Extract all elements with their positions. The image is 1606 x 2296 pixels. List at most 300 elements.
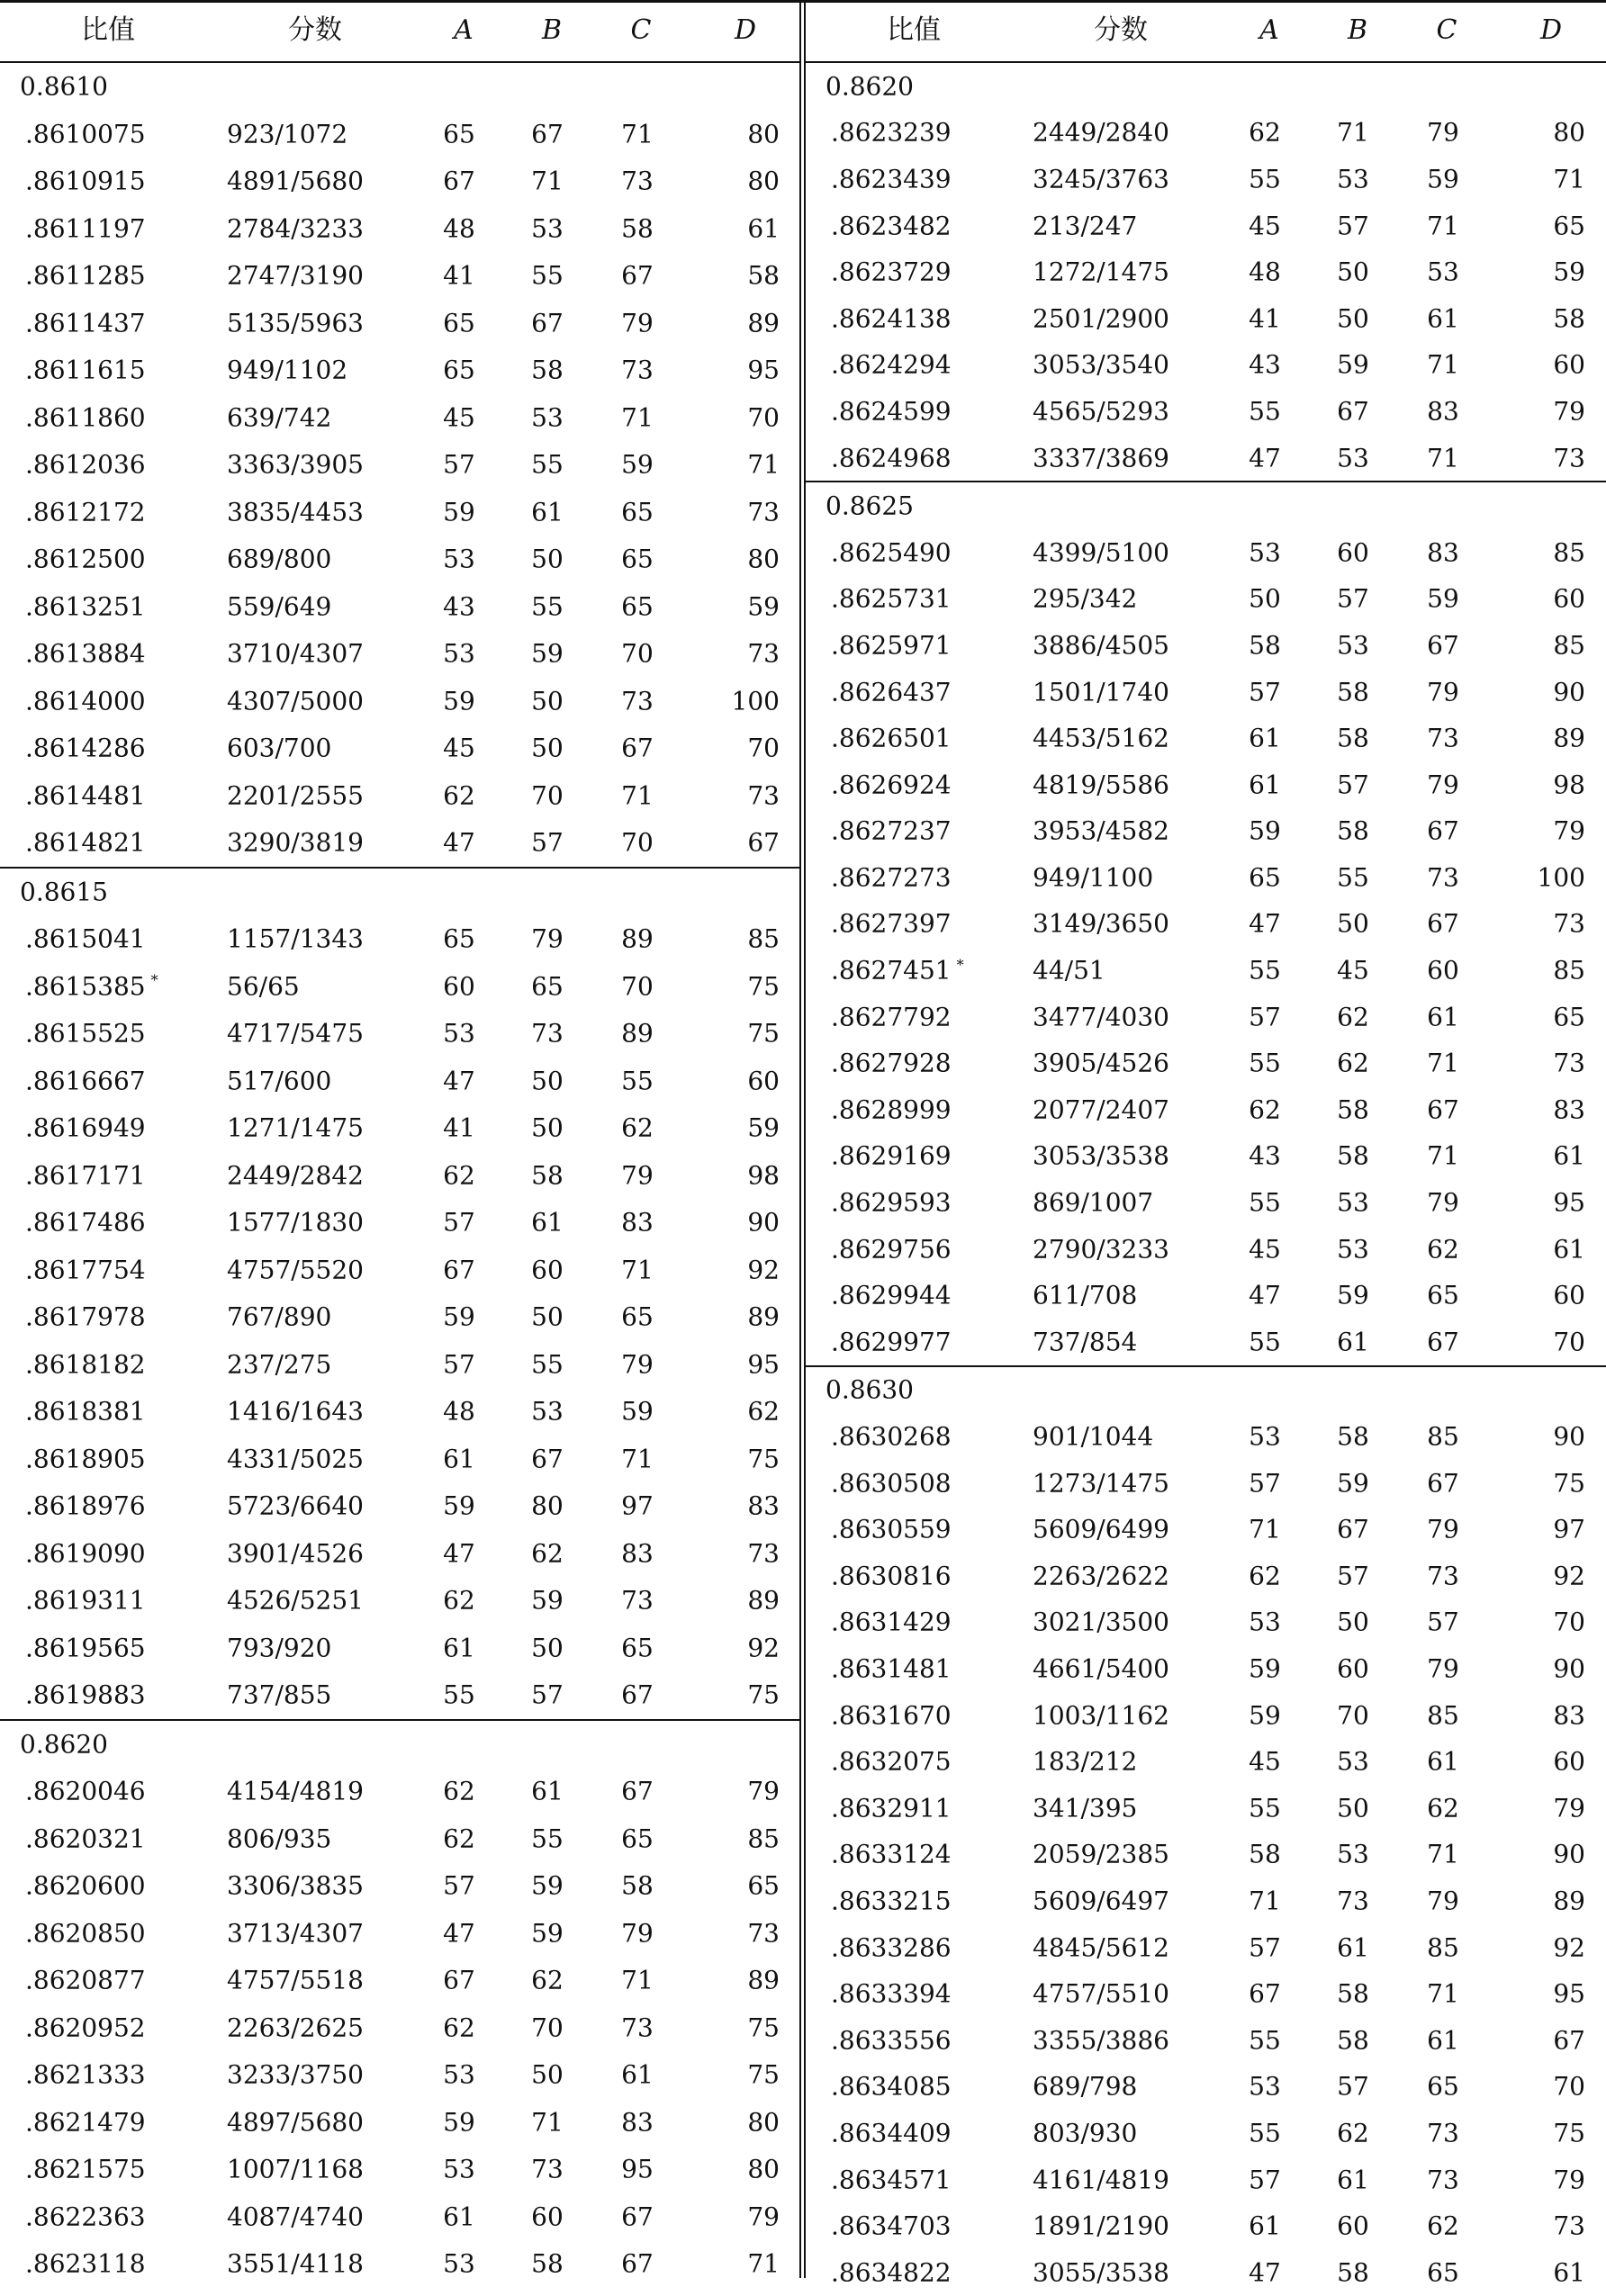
group-label: 0.8625 <box>826 491 914 521</box>
c-cell: 79 <box>621 1918 654 1949</box>
b-cell: 58 <box>1337 1140 1369 1171</box>
ratio-value: .8610075 <box>25 119 146 149</box>
a-cell: 57 <box>1249 677 1281 707</box>
c-cell: 70 <box>621 638 654 669</box>
b-cell: 53 <box>1337 164 1369 194</box>
fraction-cell: 3835/4453 <box>227 497 364 527</box>
ratio-cell <box>831 1979 952 2009</box>
table-row <box>806 529 1606 576</box>
ratio-value: .8620850 <box>25 1918 146 1949</box>
b-cell: 50 <box>1337 1793 1369 1823</box>
a-cell: 65 <box>443 355 475 385</box>
table-row <box>806 2202 1606 2249</box>
ratio-cell <box>25 2249 146 2279</box>
c-cell: 79 <box>1427 1653 1459 1684</box>
b-cell: 58 <box>1337 1978 1369 2009</box>
d-cell: 67 <box>747 827 780 858</box>
fraction-cell: 4661/5400 <box>1033 1653 1169 1684</box>
d-cell: 73 <box>1553 2210 1585 2241</box>
table-row <box>806 342 1606 389</box>
ratio-value: .8611197 <box>25 213 146 244</box>
b-cell: 50 <box>1337 257 1369 287</box>
table-row <box>806 1692 1606 1739</box>
ratio-cell <box>831 584 952 614</box>
d-cell: 83 <box>1553 1700 1585 1731</box>
ratio-value: .8623482 <box>831 211 952 241</box>
ratio-value: .8627397 <box>831 908 952 939</box>
c-cell: 67 <box>1427 630 1459 661</box>
ratio-value: .8633394 <box>831 1978 952 2009</box>
b-cell: 58 <box>1337 723 1369 753</box>
d-cell: 73 <box>747 638 780 669</box>
header-ratio: 比值 <box>81 14 135 46</box>
d-cell: 95 <box>747 1349 780 1380</box>
ratio-value: .8625731 <box>831 583 952 614</box>
d-cell: 73 <box>1553 908 1585 939</box>
ratio-cell <box>25 1633 146 1662</box>
c-cell: 53 <box>1427 257 1459 287</box>
fraction-cell: 4453/5162 <box>1033 723 1169 753</box>
b-cell: 50 <box>531 733 564 763</box>
header-d: D <box>734 14 757 46</box>
d-cell: 70 <box>1553 2071 1585 2102</box>
a-cell: 55 <box>1249 1793 1281 1823</box>
table-row <box>806 1645 1606 1692</box>
ratio-cell <box>25 1349 146 1379</box>
d-cell: 85 <box>1553 955 1585 986</box>
a-cell: 62 <box>1249 1561 1281 1591</box>
c-cell: 71 <box>621 1444 654 1474</box>
a-cell: 55 <box>443 1679 475 1710</box>
b-cell: 57 <box>531 827 564 858</box>
ratio-value: .8614000 <box>25 686 146 716</box>
table-row <box>806 1319 1606 1365</box>
ratio-value: .8618976 <box>25 1490 146 1521</box>
c-cell: 85 <box>1427 1700 1459 1731</box>
ratio-cell <box>831 862 952 892</box>
ratio-cell <box>831 816 952 846</box>
header-c: C <box>1436 14 1457 46</box>
ratio-cell <box>25 1871 146 1901</box>
c-cell: 73 <box>621 2012 654 2043</box>
a-cell: 47 <box>1249 1280 1281 1310</box>
b-cell: 59 <box>531 1870 564 1901</box>
header-a: A <box>454 14 474 46</box>
fraction-cell: 2077/2407 <box>1033 1094 1169 1125</box>
fraction-cell: 1891/2190 <box>1033 2210 1169 2241</box>
ratio-cell <box>25 497 146 527</box>
group-header <box>0 63 799 111</box>
d-cell: 70 <box>747 733 780 763</box>
d-cell: 75 <box>747 971 780 1002</box>
ratio-value: .8633556 <box>831 2025 952 2056</box>
table-row <box>0 1625 799 1672</box>
ratio-value: .8624138 <box>831 303 952 334</box>
fraction-cell: 3901/4526 <box>227 1538 364 1569</box>
ratio-cell <box>831 443 952 473</box>
d-cell: 85 <box>747 923 780 954</box>
b-cell: 61 <box>1337 1327 1369 1357</box>
d-cell: 98 <box>1553 770 1585 800</box>
ratio-value: .8617754 <box>25 1255 146 1285</box>
a-cell: 62 <box>443 780 475 811</box>
ratio-value: .8629169 <box>831 1140 952 1171</box>
c-cell: 79 <box>1427 677 1459 707</box>
d-cell: 59 <box>747 591 780 622</box>
d-cell: 73 <box>747 1538 780 1569</box>
a-cell: 48 <box>1249 257 1281 287</box>
table-row <box>806 1086 1606 1133</box>
c-cell: 71 <box>621 780 654 811</box>
ratio-cell <box>831 1234 952 1264</box>
a-cell: 47 <box>1249 443 1281 473</box>
a-cell: 48 <box>443 1396 475 1427</box>
d-cell: 67 <box>1553 2025 1585 2056</box>
right-table <box>806 0 1606 2296</box>
c-cell: 62 <box>1427 1234 1459 1265</box>
d-cell: 80 <box>747 2154 780 2184</box>
ratio-cell <box>831 1094 952 1124</box>
c-cell: 85 <box>1427 1932 1459 1963</box>
fraction-cell: 3355/3886 <box>1033 2025 1169 2056</box>
d-cell: 89 <box>1553 723 1585 753</box>
c-cell: 57 <box>1427 1607 1459 1637</box>
d-cell: 100 <box>1537 862 1585 893</box>
b-cell: 62 <box>531 1965 564 1995</box>
fraction-cell: 803/930 <box>1033 2118 1138 2148</box>
ratio-cell <box>25 591 146 621</box>
a-cell: 62 <box>1249 1094 1281 1125</box>
fraction-cell: 4757/5520 <box>227 1255 364 1285</box>
d-cell: 92 <box>1553 1932 1585 1963</box>
a-cell: 55 <box>1249 2025 1281 2056</box>
a-cell: 59 <box>1249 1700 1281 1731</box>
b-cell: 60 <box>1337 1653 1369 1684</box>
d-cell: 62 <box>747 1396 780 1427</box>
table-row <box>806 2017 1606 2064</box>
table-row <box>0 441 799 489</box>
ratio-cell <box>831 1700 952 1730</box>
c-cell: 71 <box>1427 349 1459 380</box>
fraction-cell: 4154/4819 <box>227 1776 364 1806</box>
table-header <box>0 0 799 63</box>
ratio-cell <box>831 164 952 194</box>
header-a: A <box>1259 14 1279 46</box>
table-row <box>0 678 799 725</box>
c-cell: 59 <box>621 449 654 480</box>
c-cell: 71 <box>1427 1839 1459 1869</box>
fraction-cell: 949/1102 <box>227 355 348 385</box>
c-cell: 67 <box>621 2201 654 2232</box>
a-cell: 62 <box>443 2012 475 2043</box>
fraction-cell: 2747/3190 <box>227 260 364 291</box>
d-cell: 73 <box>1553 443 1585 473</box>
ratio-value: .8613884 <box>25 638 146 669</box>
c-cell: 79 <box>621 1160 654 1191</box>
a-cell: 57 <box>443 1207 475 1238</box>
d-cell: 75 <box>1553 1468 1585 1499</box>
c-cell: 83 <box>1427 396 1459 427</box>
c-cell: 89 <box>621 1018 654 1049</box>
ratio-value: .8630508 <box>831 1468 952 1499</box>
table-row <box>806 1877 1606 1924</box>
fraction-cell: 2501/2900 <box>1033 303 1169 334</box>
table-row <box>806 2249 1606 2296</box>
ratio-value: .8620952 <box>25 2012 146 2043</box>
c-cell: 59 <box>1427 583 1459 614</box>
ratio-cell <box>831 677 952 707</box>
a-cell: 65 <box>443 308 475 338</box>
b-cell: 73 <box>1337 1886 1369 1916</box>
b-cell: 59 <box>531 638 564 669</box>
ratio-value: .8634571 <box>831 2165 952 2195</box>
table-row <box>806 248 1606 295</box>
d-cell: 79 <box>747 2201 780 2232</box>
d-cell: 70 <box>747 402 780 433</box>
b-cell: 50 <box>531 1301 564 1332</box>
d-cell: 60 <box>1553 1280 1585 1310</box>
d-cell: 75 <box>747 1018 780 1049</box>
table-row <box>0 347 799 394</box>
fraction-cell: 3290/3819 <box>227 827 364 858</box>
b-cell: 58 <box>1337 815 1369 846</box>
table-row <box>806 1599 1606 1646</box>
table-row <box>806 994 1606 1040</box>
ratio-value: .8619311 <box>25 1585 146 1616</box>
ratio-cell <box>831 1141 952 1171</box>
b-cell: 58 <box>1337 677 1369 707</box>
table-row <box>806 1785 1606 1832</box>
b-cell: 59 <box>531 1585 564 1616</box>
table-row <box>0 1058 799 1105</box>
ratio-cell <box>831 1793 952 1823</box>
ratio-cell <box>25 1777 146 1806</box>
ratio-cell <box>831 2257 952 2287</box>
b-cell: 60 <box>1337 2210 1369 2241</box>
table-row <box>806 669 1606 716</box>
ratio-value: .8626501 <box>831 723 952 753</box>
ratio-value: .8623729 <box>831 257 952 287</box>
fraction-cell: 4891/5680 <box>227 166 364 196</box>
fraction-cell: 237/275 <box>227 1349 332 1380</box>
a-cell: 47 <box>1249 2257 1281 2288</box>
a-cell: 61 <box>443 1633 475 1663</box>
group-header <box>0 1721 799 1769</box>
a-cell: 71 <box>1249 1886 1281 1916</box>
table-row <box>806 854 1606 901</box>
c-cell: 79 <box>1427 1187 1459 1218</box>
ratio-value: .8617171 <box>25 1160 146 1191</box>
ratio-value: .8615041 <box>25 923 146 954</box>
table-row <box>806 1924 1606 1971</box>
a-cell: 55 <box>1249 1187 1281 1218</box>
b-cell: 71 <box>1337 117 1369 148</box>
d-cell: 71 <box>747 2248 780 2279</box>
ratio-cell <box>25 639 146 669</box>
fraction-cell: 44/51 <box>1033 955 1105 986</box>
table-row <box>806 2110 1606 2156</box>
c-cell: 65 <box>1427 2071 1459 2102</box>
ratio-cell <box>831 1422 952 1452</box>
b-cell: 57 <box>531 1679 564 1710</box>
ratio-cell <box>25 1066 146 1095</box>
fraction-cell: 4331/5025 <box>227 1444 364 1474</box>
fraction-cell: 4565/5293 <box>1033 396 1169 427</box>
d-cell: 92 <box>747 1633 780 1663</box>
ratio-cell <box>831 2118 952 2147</box>
d-cell: 95 <box>1553 1187 1585 1218</box>
d-cell: 58 <box>747 260 780 291</box>
a-cell: 62 <box>443 1823 475 1854</box>
ratio-cell <box>831 118 952 148</box>
header-b: B <box>1347 14 1368 46</box>
group-label: 0.8620 <box>826 71 914 102</box>
d-cell: 80 <box>747 544 780 574</box>
ratio-value: .8634085 <box>831 2071 952 2102</box>
ratio-value: .8620877 <box>25 1965 146 1995</box>
fraction-cell: 295/342 <box>1033 583 1138 614</box>
ratio-cell <box>831 257 952 287</box>
d-cell: 90 <box>1553 677 1585 707</box>
b-cell: 55 <box>531 449 564 480</box>
d-cell: 65 <box>1553 1002 1585 1032</box>
ratio-value: .8610915 <box>25 166 146 196</box>
d-cell: 79 <box>1553 815 1585 846</box>
table-row <box>806 110 1606 157</box>
b-cell: 57 <box>1337 1561 1369 1591</box>
d-cell: 71 <box>747 449 780 480</box>
b-cell: 50 <box>1337 1607 1369 1637</box>
ratio-value: .8618381 <box>25 1396 146 1427</box>
table-row <box>806 1738 1606 1785</box>
fraction-cell: 949/1100 <box>1033 862 1154 893</box>
ratio-value: .8634703 <box>831 2210 952 2241</box>
table-row <box>0 1010 799 1058</box>
table-row <box>806 203 1606 249</box>
table-row <box>0 1293 799 1341</box>
a-cell: 48 <box>443 213 475 244</box>
ratio-cell <box>25 261 146 291</box>
b-cell: 70 <box>1337 1700 1369 1731</box>
group-label: 0.8610 <box>20 71 108 102</box>
right-groups <box>806 63 1606 2296</box>
b-cell: 65 <box>531 971 564 1002</box>
ratio-value: .8634822 <box>831 2257 952 2288</box>
c-cell: 83 <box>1427 537 1459 568</box>
c-cell: 73 <box>621 686 654 716</box>
ratio-cell <box>831 1281 952 1310</box>
a-cell: 59 <box>443 1301 475 1332</box>
table-row <box>0 536 799 583</box>
b-cell: 58 <box>1337 1421 1369 1452</box>
b-cell: 70 <box>531 780 564 811</box>
b-cell: 55 <box>1337 862 1369 893</box>
fraction-cell: 3953/4582 <box>1033 815 1169 846</box>
d-cell: 73 <box>747 497 780 527</box>
ratio-cell <box>831 1886 952 1915</box>
ratio-value: .8629977 <box>831 1327 952 1357</box>
d-cell: 61 <box>1553 2257 1585 2288</box>
c-cell: 71 <box>1427 1978 1459 2009</box>
ratio-value: .8629756 <box>831 1234 952 1265</box>
b-cell: 57 <box>1337 770 1369 800</box>
b-cell: 59 <box>531 1918 564 1949</box>
ratio-value: .8625971 <box>831 630 952 661</box>
table-row <box>0 725 799 772</box>
ratio-value: .8624294 <box>831 349 952 380</box>
d-cell: 75 <box>747 2012 780 2043</box>
a-cell: 62 <box>1249 117 1281 148</box>
b-cell: 58 <box>1337 1094 1369 1125</box>
fraction-cell: 3886/4505 <box>1033 630 1169 661</box>
table-row <box>0 1671 799 1719</box>
table-row <box>0 1247 799 1294</box>
b-cell: 62 <box>1337 1048 1369 1078</box>
c-cell: 95 <box>621 2154 654 2184</box>
c-cell: 65 <box>1427 1280 1459 1310</box>
d-cell: 90 <box>1553 1839 1585 1869</box>
fraction-cell: 611/708 <box>1033 1280 1138 1310</box>
c-cell: 79 <box>621 1349 654 1380</box>
d-cell: 60 <box>1553 1746 1585 1777</box>
c-cell: 65 <box>621 591 654 622</box>
d-cell: 89 <box>747 1301 780 1332</box>
table-row <box>806 1413 1606 1460</box>
ratio-cell <box>25 1680 146 1710</box>
c-cell: 79 <box>1427 1886 1459 1916</box>
fraction-cell: 1272/1475 <box>1033 257 1169 287</box>
c-cell: 67 <box>621 2248 654 2279</box>
a-cell: 61 <box>443 2201 475 2232</box>
a-cell: 59 <box>443 2107 475 2138</box>
a-cell: 53 <box>443 544 475 574</box>
table-row <box>0 2193 799 2241</box>
ratio-cell <box>25 1444 146 1473</box>
a-cell: 61 <box>1249 723 1281 753</box>
ratio-cell <box>831 1607 952 1637</box>
fraction-cell: 2263/2622 <box>1033 1561 1169 1591</box>
d-cell: 80 <box>747 2107 780 2138</box>
a-cell: 62 <box>443 1585 475 1616</box>
ratio-value: .8614286 <box>25 733 146 763</box>
ratio-cell <box>831 2165 952 2194</box>
c-cell: 59 <box>621 1396 654 1427</box>
header-c: C <box>630 14 652 46</box>
c-cell: 71 <box>1427 1140 1459 1171</box>
fraction-cell: 213/247 <box>1033 211 1138 241</box>
fraction-cell: 4717/5475 <box>227 1018 364 1049</box>
fraction-cell: 3245/3763 <box>1033 164 1169 194</box>
ratio-value: .8632075 <box>831 1746 952 1777</box>
a-cell: 58 <box>1249 630 1281 661</box>
b-cell: 61 <box>531 497 564 527</box>
c-cell: 65 <box>621 544 654 574</box>
fraction-cell: 183/212 <box>1033 1746 1138 1777</box>
a-cell: 57 <box>1249 1932 1281 1963</box>
b-cell: 50 <box>531 1633 564 1663</box>
a-cell: 59 <box>443 497 475 527</box>
table-row <box>0 1341 799 1389</box>
table-row <box>806 761 1606 808</box>
ratio-cell <box>25 2155 146 2184</box>
d-cell: 95 <box>1553 1978 1585 2009</box>
a-cell: 53 <box>443 1018 475 1049</box>
d-cell: 95 <box>747 355 780 385</box>
ratio-value: .8615525 <box>25 1018 146 1049</box>
b-cell: 60 <box>531 2201 564 2232</box>
ratio-cell <box>831 1002 952 1031</box>
header-fraction: 分数 <box>1094 14 1148 46</box>
